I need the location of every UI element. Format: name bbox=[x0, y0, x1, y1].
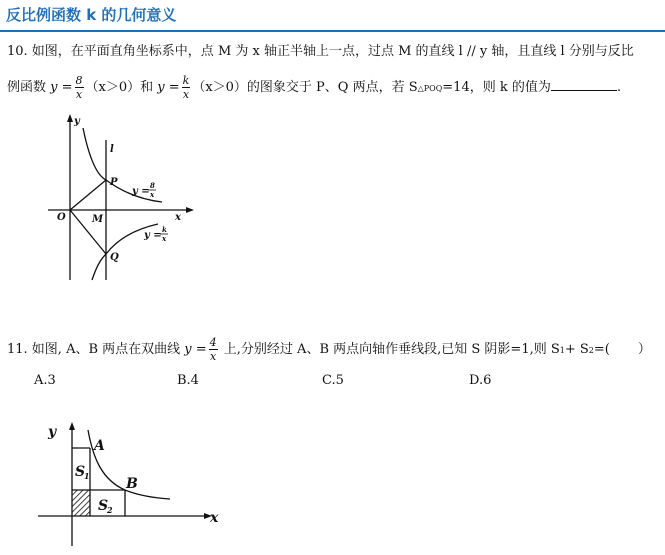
q10-text-a: 例函数 bbox=[7, 80, 51, 95]
fig1-origin-label: O bbox=[57, 212, 66, 223]
q10-f1-lhs: y = bbox=[50, 80, 73, 95]
q11-fraction bbox=[209, 336, 218, 363]
q11-text-e: ） bbox=[637, 342, 651, 357]
q11-s2-sub: 2 bbox=[588, 346, 594, 355]
fig1-eq2-lhs: y = bbox=[144, 230, 162, 241]
q10-line2 bbox=[7, 74, 621, 101]
fig2-x-label: x bbox=[210, 510, 219, 526]
fig1-q-label: Q bbox=[110, 252, 119, 263]
q10-fraction-1 bbox=[75, 74, 84, 101]
q10-f2-lhs: y = bbox=[157, 80, 180, 95]
fig1-l-label: l bbox=[110, 144, 114, 155]
section-header bbox=[0, 0, 665, 32]
q10-text-d: =14，则 k 的值为 bbox=[442, 80, 551, 95]
shaded-region bbox=[72, 490, 90, 516]
fig2-s2-label: S bbox=[98, 498, 109, 514]
q10-f1-num: 8 bbox=[75, 74, 83, 87]
q10-area-subscript: △POQ bbox=[417, 84, 443, 93]
fig2-s2-sub: 2 bbox=[107, 505, 113, 515]
fig1-y-label: y bbox=[74, 116, 80, 127]
fig1-m-label: M bbox=[92, 214, 104, 225]
option-d[interactable]: D.6 bbox=[469, 373, 492, 388]
q10-answer-blank bbox=[551, 80, 617, 91]
figure-1 bbox=[40, 112, 200, 287]
q11-text-d: =( bbox=[593, 342, 610, 357]
q10-f1-den: x bbox=[75, 88, 83, 101]
fig1-eq1-den: x bbox=[150, 190, 155, 199]
q10-fraction-2 bbox=[182, 74, 191, 101]
q11-f-lhs: y = bbox=[184, 342, 207, 357]
q11-text-a: 11. 如图, A、B 两点在双曲线 bbox=[7, 342, 185, 357]
q11-text-b: 上,分别经过 A、B 两点向轴作垂线段,已知 S 阴影=1,则 S bbox=[219, 342, 560, 357]
fig2-s1-label: S bbox=[75, 464, 86, 480]
fig2-a-label: A bbox=[94, 438, 105, 454]
fig1-p-label: P bbox=[110, 177, 118, 188]
section-title: 反比例函数 k 的几何意义 bbox=[6, 6, 177, 24]
y-axis-arrow-icon bbox=[67, 114, 73, 122]
q10-f2-num: k bbox=[182, 74, 190, 87]
q11-f-num: 4 bbox=[209, 336, 217, 349]
fig2-s1-sub: 1 bbox=[84, 471, 90, 481]
q11-text-c: + S bbox=[564, 342, 589, 357]
q10-f2-den: x bbox=[182, 88, 190, 101]
fig2-y-label: y bbox=[48, 424, 57, 440]
q11-line bbox=[7, 336, 651, 363]
q10-text-b: （x＞0）和 bbox=[85, 80, 158, 95]
segment-op bbox=[70, 180, 106, 210]
q11-s1-sub: 1 bbox=[559, 346, 565, 355]
figure-2 bbox=[30, 418, 230, 553]
q11-f-den: x bbox=[210, 350, 217, 363]
q10-text-c: （x＞0）的图象交于 P、Q 两点，若 S bbox=[192, 80, 418, 95]
fig1-eq2-num: k bbox=[162, 225, 167, 234]
fig1-eq1-lhs: y = bbox=[132, 186, 150, 197]
fig1-x-label: x bbox=[175, 212, 181, 223]
option-a[interactable]: A.3 bbox=[34, 373, 56, 388]
fig2-b-label: B bbox=[126, 476, 138, 492]
q10-line1: 10. 如图，在平面直角坐标系中，点 M 为 x 轴正半轴上一点，过点 M 的直线 l // y 轴，且直线 l 分别与反比 bbox=[7, 44, 634, 59]
y-axis-arrow-icon bbox=[69, 422, 75, 430]
fig1-eq2-den: x bbox=[162, 234, 167, 243]
x-axis-arrow-icon bbox=[186, 207, 194, 213]
q10-end: . bbox=[616, 80, 621, 95]
option-c[interactable]: C.5 bbox=[322, 373, 344, 388]
fig1-eq1-num: 8 bbox=[150, 181, 155, 190]
option-b[interactable]: B.4 bbox=[177, 373, 199, 388]
